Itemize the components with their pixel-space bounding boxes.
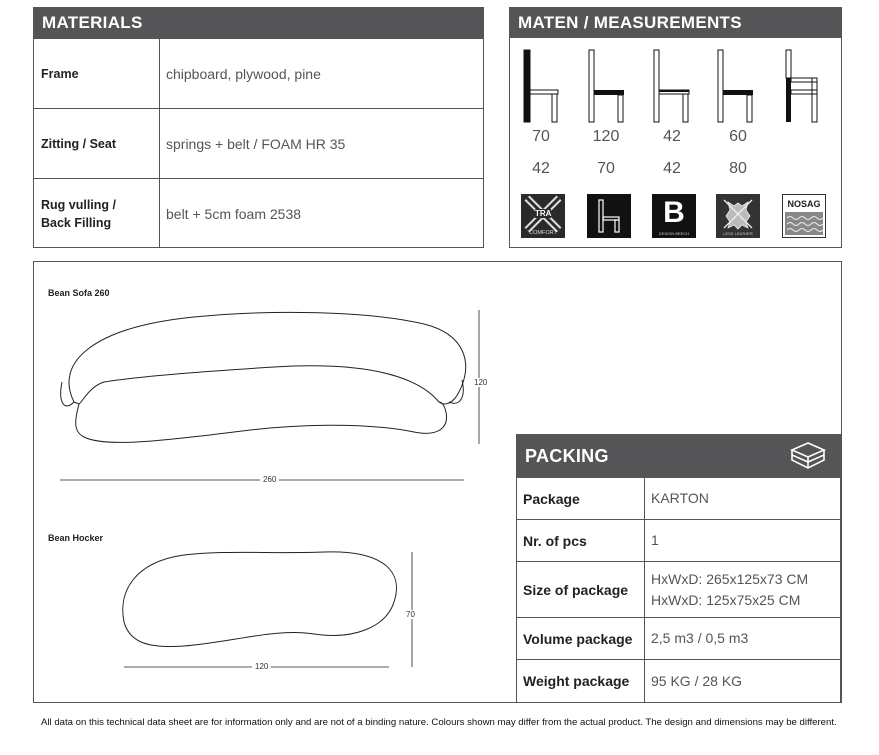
materials-label: Rug vulling / Back Filling (34, 179, 160, 248)
measure-value: 70 (597, 160, 615, 177)
total-height-chair-icon (587, 48, 627, 124)
packing-label: Package (517, 478, 645, 519)
hocker-label: Bean Hocker (48, 533, 104, 543)
packing-value (645, 520, 840, 561)
seat-depth-chair-icon (652, 48, 692, 124)
measurements-title: MATEN / MEASUREMENTS (510, 8, 841, 38)
packing-label: Volume package (517, 618, 645, 659)
spring-wave-icon (785, 212, 823, 235)
materials-title: MATERIALS (34, 8, 483, 38)
packing-row (517, 659, 840, 702)
sofa-label: Bean Sofa 260 (48, 288, 110, 298)
disclaimer-footer: All data on this technical data sheet are for information only and are not of a binding nature. Colours shown may differ from the actual product. The design and dimensions may be different. (41, 717, 837, 728)
design-caption: DESIGN BEECH (658, 231, 690, 236)
packing-value-line: 95 KG / 28 KG (651, 672, 743, 689)
xtra-label: TRA (535, 209, 552, 218)
materials-value: springs + belt / FOAM HR 35 (166, 135, 346, 152)
packing-label: Size of package (517, 562, 645, 617)
packing-row (517, 519, 840, 561)
packing-panel (516, 434, 841, 703)
materials-panel (33, 7, 484, 248)
packing-value-line: HxWxD: 265x125x73 CM (651, 570, 809, 587)
chair-outline-icon (587, 194, 631, 238)
packing-label: Weight package (517, 660, 645, 702)
packing-row (517, 561, 840, 617)
hocker-width-dim: 120 (252, 662, 271, 671)
hocker-height-dim: 70 (403, 610, 418, 619)
xtra-comfort-badge (521, 194, 565, 238)
materials-row (34, 178, 483, 248)
measure-value: 42 (663, 128, 681, 145)
nosag-wave-panel (785, 212, 823, 235)
seat-height-chair-icon (522, 48, 562, 124)
packing-value (645, 660, 840, 702)
packing-header (517, 435, 840, 477)
measure-value: 42 (532, 160, 550, 177)
nosag-badge (782, 194, 826, 238)
measurements-panel (509, 7, 842, 248)
comfort-label: COMFORT (529, 230, 557, 236)
materials-row (34, 38, 483, 108)
materials-row (34, 108, 483, 178)
leather-badge (716, 194, 760, 238)
chair-badge (587, 194, 631, 238)
design-badge (652, 194, 696, 238)
nosag-label: NOSAG (787, 199, 821, 209)
materials-value: chipboard, plywood, pine (166, 65, 321, 82)
width-chair-icon (716, 48, 756, 124)
packing-row (517, 617, 840, 659)
design-letter: B (663, 196, 685, 229)
leather-caption: LESS LEATHER (723, 231, 753, 236)
materials-value: belt + 5cm foam 2538 (166, 205, 302, 222)
measure-value: 120 (592, 128, 620, 145)
packing-value-line: 1 (651, 532, 659, 548)
packing-title: PACKING (525, 445, 609, 466)
box-icon (788, 440, 828, 472)
sofa-height-dim: 120 (471, 378, 490, 387)
packing-value-line: 2,5 m3 / 0,5 m3 (651, 630, 749, 646)
packing-label: Nr. of pcs (517, 520, 645, 561)
packing-value-line: HxWxD: 125x75x25 CM (651, 591, 801, 608)
packing-value (645, 618, 840, 659)
measure-value: 60 (729, 128, 747, 145)
materials-label: Zitting / Seat (34, 109, 160, 178)
packing-row (517, 477, 840, 519)
sofa-width-dim: 260 (260, 475, 279, 484)
materials-label: Frame (34, 39, 160, 108)
packing-value-line: KARTON (651, 490, 709, 506)
measure-value: 70 (532, 128, 550, 145)
measure-value: 80 (729, 160, 747, 177)
measure-value: 42 (663, 160, 681, 177)
depth-chair-icon (782, 48, 822, 124)
packing-value (645, 562, 840, 617)
packing-value (645, 478, 840, 519)
